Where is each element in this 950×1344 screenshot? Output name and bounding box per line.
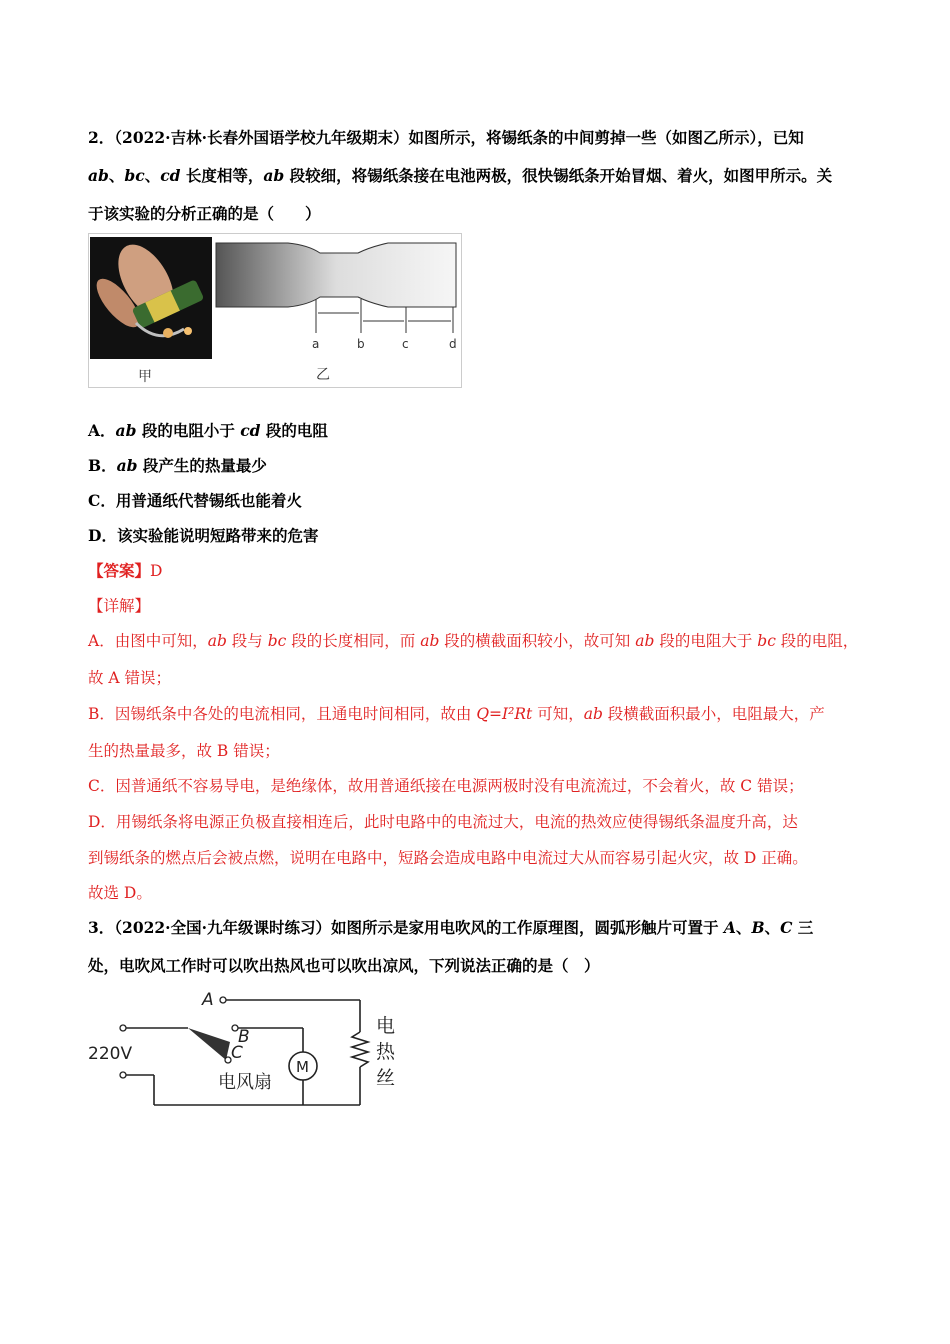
- option-text: 段产生的热量最少: [137, 456, 267, 475]
- explain-text: B．因锡纸条中各处的电流相同，且通电时间相同，故由: [88, 705, 477, 723]
- var-ab: ab: [635, 632, 655, 650]
- q2-text: 长度相等，: [180, 166, 264, 185]
- answer-value: D: [150, 562, 163, 580]
- explain-d-2: 到锡纸条的燃点后会被点燃，说明在电路中，短路会造成电路中电流过大从而容易引起火灾，故 D 正确。: [88, 849, 808, 867]
- var-A: A: [723, 918, 736, 937]
- explain-text: 段与: [226, 632, 268, 650]
- label-yi: 乙: [316, 367, 330, 383]
- explain-text: 段的横截面积较小，故可知: [439, 632, 636, 650]
- var-bc: bc: [267, 632, 287, 650]
- heater-label-2: 热: [376, 1041, 396, 1063]
- explain-c-1: C．因普通纸不容易导电，是绝缘体，故用普通纸接在电源两极时没有电流流过，不会着火，故 C 错误；: [88, 777, 804, 795]
- q3-line2: 处，电吹风工作时可以吹出热风也可以吹出凉风，下列说法正确的是（ ）: [88, 956, 600, 975]
- explain-text: 段横截面积最小，电阻最大，产: [602, 705, 825, 723]
- explain-text: 段的长度相同，而: [286, 632, 421, 650]
- q2-text: 段较细，将锡纸条接在电池两极，很快锡纸条开始冒烟、着火，如图甲所示。关: [284, 166, 833, 185]
- label-b: B: [238, 1027, 250, 1047]
- label-jia: 甲: [138, 369, 152, 385]
- q2-line1: [88, 128, 804, 148]
- explain-text: 可知，: [532, 705, 584, 723]
- circuit-diagram: [88, 990, 418, 1112]
- heater-label-1: 电: [376, 1015, 396, 1037]
- q3-text: 三: [792, 918, 814, 937]
- q2-figure: [88, 233, 462, 388]
- point-b: b: [357, 337, 365, 351]
- fan-label: 电风扇: [218, 1072, 272, 1093]
- var-ab: ab: [583, 705, 603, 723]
- option-prefix: B．: [88, 456, 117, 475]
- heater-label-3: 丝: [376, 1067, 396, 1089]
- q3-line1: [88, 918, 813, 938]
- q2-line2: [88, 166, 832, 186]
- point-d: d: [449, 337, 457, 351]
- sep: 、: [144, 166, 161, 185]
- var-cd: cd: [160, 166, 181, 185]
- option-text: 用普通纸代替锡纸也能着火: [115, 491, 302, 510]
- point-c: c: [402, 337, 409, 351]
- option-a: [88, 421, 328, 441]
- label-a: A: [202, 990, 214, 1010]
- terminal-a: [220, 997, 226, 1003]
- sep: 、: [735, 918, 752, 937]
- q3-text: 如图所示是家用电吹风的工作原理图，圆弧形触片可置于: [330, 918, 724, 937]
- option-prefix: A．: [88, 421, 116, 440]
- foil-strip: [216, 243, 456, 307]
- option-prefix: D．: [88, 526, 117, 545]
- option-d: [88, 526, 318, 546]
- q2-line3: 于该实验的分析正确的是（ ）: [88, 204, 321, 223]
- var-ab: ab: [88, 166, 109, 185]
- label-c: C: [231, 1043, 243, 1063]
- q3-number: 3．: [88, 918, 115, 937]
- detail-label: 【详解】: [88, 597, 151, 615]
- option-prefix: C．: [88, 491, 116, 510]
- option-b: [88, 456, 267, 476]
- answer-label: 【答案】: [88, 561, 151, 580]
- explain-a-2: 故 A 错误；: [88, 669, 172, 687]
- var-cd: cd: [240, 421, 261, 440]
- explain-conclusion: 故选 D。: [88, 884, 152, 902]
- sep: 、: [764, 918, 781, 937]
- var-ab: ab: [207, 632, 227, 650]
- var-C: C: [780, 918, 793, 937]
- switch-contact[interactable]: [188, 1028, 230, 1060]
- option-text: 段的电阻小于: [136, 421, 241, 440]
- explain-text: 段的电阻，: [775, 632, 859, 650]
- option-c: [88, 491, 302, 511]
- explain-d-1: D．用锡纸条将电源正负极直接相连后，此时电路中的电流过大，电流的热效应使得锡纸条温度升高，达: [88, 813, 798, 831]
- var-ab: ab: [263, 166, 285, 185]
- battery-photo: [90, 235, 212, 359]
- explain-text: A．由图中可知，: [88, 632, 208, 650]
- q2-number: 2．: [88, 128, 115, 147]
- option-text: 该实验能说明短路带来的危害: [116, 526, 319, 545]
- var-ab: ab: [116, 456, 138, 475]
- explain-a-1: [88, 631, 858, 651]
- formula: Q=I²Rt: [476, 705, 533, 723]
- q3-source: （2022·全国·九年级课时练习）: [114, 918, 331, 937]
- q2-source: （2022·吉林·长春外国语学校九年级期末）: [114, 128, 409, 147]
- point-a: a: [312, 337, 320, 351]
- power-terminal-top: [120, 1025, 126, 1031]
- explain-b-1: [88, 704, 825, 724]
- q2-text-1: 如图所示，将锡纸条的中间剪掉一些（如图乙所示），已知: [408, 128, 804, 147]
- explain-text: 段的电阻大于: [654, 632, 758, 650]
- var-bc: bc: [757, 632, 776, 650]
- sep: 、: [108, 166, 125, 185]
- voltage-label: 220V: [88, 1044, 133, 1064]
- var-ab: ab: [420, 632, 440, 650]
- var-ab: ab: [115, 421, 137, 440]
- var-bc: bc: [124, 166, 145, 185]
- option-text: 段的电阻: [260, 421, 328, 440]
- explain-b-2: 生的热量最多，故 B 错误；: [88, 742, 280, 760]
- var-B: B: [751, 918, 765, 937]
- power-terminal-bottom: [120, 1072, 126, 1078]
- answer-line: [88, 561, 162, 581]
- motor-label: M: [296, 1058, 309, 1076]
